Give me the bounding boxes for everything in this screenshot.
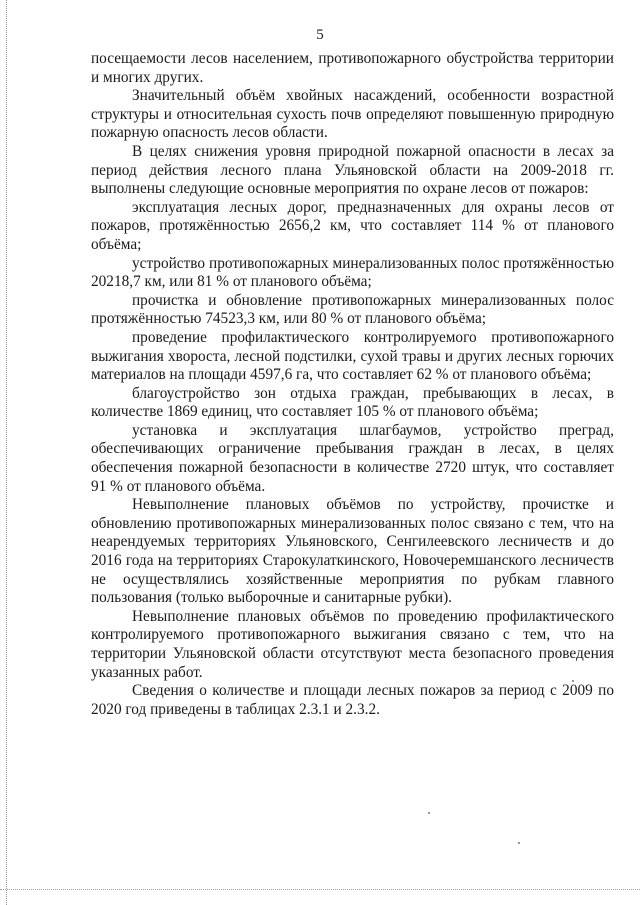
scan-speck xyxy=(572,680,574,682)
scan-speck xyxy=(518,842,520,844)
paragraph-continuation: посещаемости лесов населением, противопожарного обустройства территории и многих других. xyxy=(91,50,614,86)
scan-edge-left xyxy=(6,0,7,905)
paragraph-measures-intro: В целях снижения уровня природной пожарной опасности в лесах за период действия лесного плана Ульяновской области на 2009-2018 гг. выполнены следующие основные мероприятия по охране лесов от пожаров: xyxy=(91,142,614,198)
list-item-strip-renewal: прочистка и обновление противопожарных минерализованных полос протяжённостью 74523,3 км, или 80 % от планового объёма; xyxy=(91,291,614,328)
paragraph-strip-shortfall: Невыполнение плановых объёмов по устройству, прочистке и обновлению противопожарных минерализованных полос связано с тем, что на неарендуемых территориях Ульяновского, Сенгилеевского лесничеств и до 2016 года на территориях Старокулаткинского, Новочеремшанского лесничеств не осуществлялись хозяйственные мероприятия по рубкам главного пользования (только выборочные и санитарные рубки). xyxy=(91,496,614,607)
list-item-recreation-zones: благоустройство зон отдыха граждан, пребывающих в лесах, в количестве 1869 единиц, что составляет 105 % от планового объёма; xyxy=(91,384,614,421)
scan-edge-bottom xyxy=(0,889,640,890)
list-item-barriers: установка и эксплуатация шлагбаумов, устройство преград, обеспечивающих ограничение пребывания граждан в лесах, в целях обеспечения пожарной безопасности в количестве 2720 штук, что составляет 91 % от планового объёма. xyxy=(91,421,614,495)
list-item-mineralized-strips: устройство противопожарных минерализованных полос протяжённостью 20218,7 км, или 81 % от планового объёма; xyxy=(91,254,614,291)
paragraph-burning-shortfall: Невыполнение плановых объёмов по проведению профилактического контролируемого противопожарного выжигания связано с тем, что на территории Ульяновской области отсутствуют места безопасного проведения указанных работ. xyxy=(91,607,614,681)
page-number: 5 xyxy=(316,27,324,43)
paragraph-tables-reference: Сведения о количестве и площади лесных пожаров за период с 2009 по 2020 год приведены в таблицах 2.3.1 и 2.3.2. xyxy=(91,682,614,718)
document-body xyxy=(91,50,614,719)
list-item-forest-roads: эксплуатация лесных дорог, предназначенных для охраны лесов от пожаров, протяжённостью 2656,2 км, что составляет 114 % от планового объёма; xyxy=(91,198,614,253)
list-item-controlled-burning: проведение профилактического контролируемого противопожарного выжигания хвороста, лесной подстилки, сухой травы и других лесных горючих материалов на площади 4597,6 га, что составляет 62 % от планового объёма; xyxy=(91,328,614,384)
scan-speck xyxy=(428,812,430,814)
paragraph-conifer-stands: Значительный объём хвойных насаждений, особенности возрастной структуры и относительная сухость почв определяют повышенную природную пожарную опасность лесов области. xyxy=(91,87,614,142)
